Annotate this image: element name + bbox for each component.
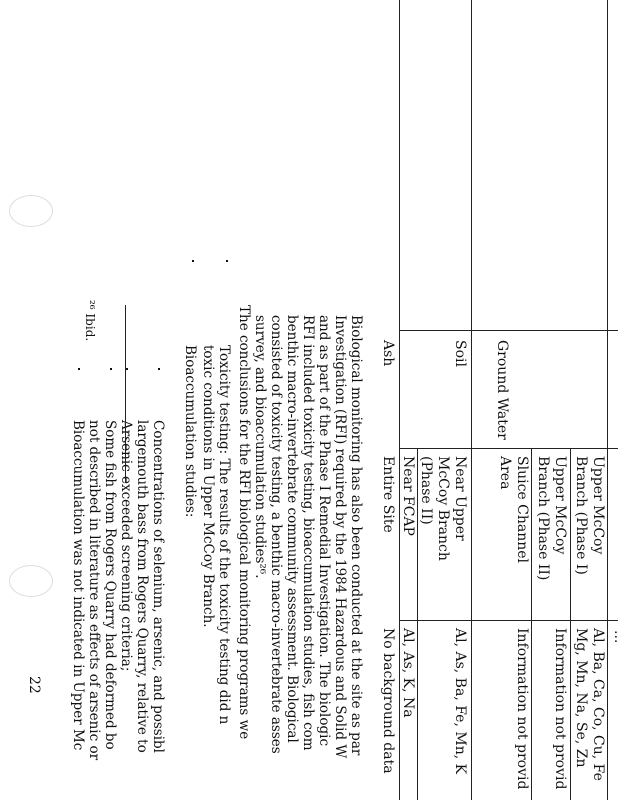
table-rule — [531, 448, 532, 800]
sub-bullet-marker — [126, 368, 128, 370]
location-near-fcap: Near FCAP — [400, 456, 416, 536]
medium-soil: Soil — [452, 340, 468, 367]
table-rule — [417, 448, 418, 800]
medium-ground-water: Ground Water — [494, 340, 510, 440]
sub-bullet-marker — [158, 368, 160, 370]
punch-hole-left — [9, 195, 53, 227]
analytes-upper-mccoy-phase-1: Al, Ba, Ca, Co, Cu, Fe Mg, Mn, Na, Se, Zn — [573, 628, 606, 781]
table-rule — [570, 448, 571, 800]
sub-bullet-arsenic: Arsenic exceeded screening criteria; — [118, 420, 134, 672]
paragraph-biological-monitoring: Biological monitoring has also been conducted at the site as par Investigation (RFI) required by the 1984 Hazardous and Solid W and as part of the Phase I Remedial Investigation. The biologic RFI included toxicity testing, bioaccumulation studies, fish com benthic macro-invertebrate community assessment. Biological consisted of toxicity testing, a benthic macro-invertebrate asses survey, and bioaccumulation studies²⁶. — [252, 315, 364, 759]
analytes-sluice-channel: Information not provid — [514, 628, 530, 790]
footnote-separator — [125, 305, 126, 483]
bullet-marker — [226, 260, 228, 262]
bullet-marker — [192, 260, 194, 262]
page-number: 22 — [26, 676, 42, 694]
table-column-divider — [400, 330, 618, 331]
footnote: ²⁶ Ibid. — [83, 300, 97, 342]
location-entire-site: Entire Site — [380, 456, 396, 533]
sub-bullet-marker — [110, 368, 112, 370]
punch-hole-right — [9, 565, 53, 597]
paragraph-conclusions: The conclusions for the RFI biological monitoring programs we — [236, 305, 252, 740]
analytes-near-upper-mccoy: Al, As, Ba, Fe, Mn, K — [452, 628, 468, 775]
analytes-upper-mccoy-phase-2: Information not provid — [552, 628, 568, 790]
table-rule — [607, 0, 608, 800]
table-column-divider — [400, 448, 618, 449]
table-column-divider — [400, 620, 618, 621]
sub-bullet-deformed-fish: Some fish from Rogers Quarry had deformed bo not described in literature as effects of arsenic or — [86, 420, 118, 761]
location-near-upper-mccoy: Near Upper McCoy Branch (Phase II) — [418, 456, 468, 561]
bullet-toxicity-testing: Toxicity testing: The results of the toxicity testing did n toxic conditions in Upper McCoy Branch. — [200, 345, 232, 725]
medium-ash: Ash — [380, 340, 396, 367]
bullet-bioaccumulation-heading: Bioaccumulation studies: — [182, 345, 198, 518]
table-rule — [471, 0, 472, 800]
sub-bullet-concentrations: Concentrations of selenium, arsenic, and possibl largemouth bass from Rogers Quarry, relative to — [134, 420, 166, 753]
sub-bullet-not-indicated: Bioaccumulation was not indicated in Upper Mc — [70, 420, 86, 751]
location-sluice-channel: Sluice Channel Area — [497, 456, 530, 564]
table-header-fragment: ... — [611, 630, 627, 644]
location-upper-mccoy-phase-2: Upper McCoy Branch (Phase II) — [535, 456, 568, 581]
sub-bullet-marker — [78, 368, 80, 370]
analytes-near-fcap: Al, As, K, Na — [400, 628, 416, 718]
location-upper-mccoy-phase-1: Upper McCoy Branch (Phase I) — [573, 456, 606, 575]
analytes-entire-site: No background data — [380, 628, 396, 774]
